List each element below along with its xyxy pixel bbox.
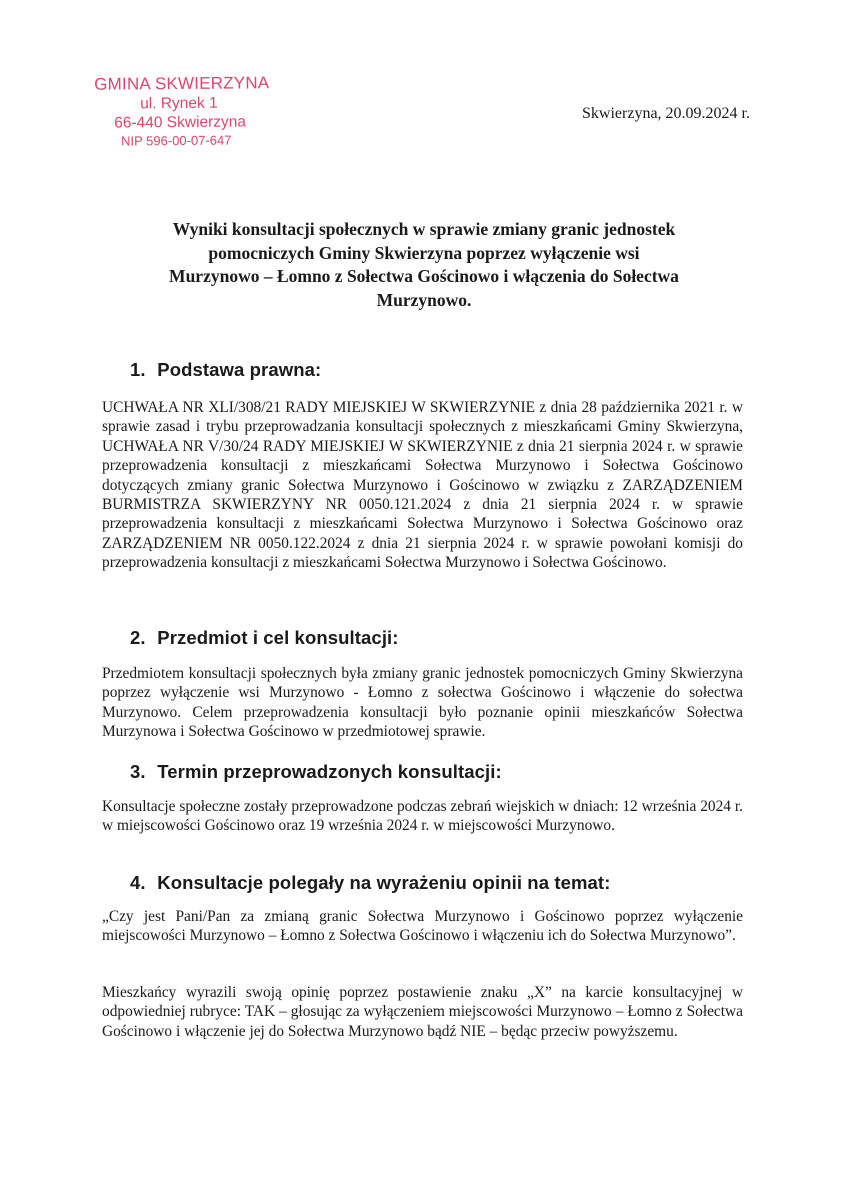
section-paragraph-4b: Mieszkańcy wyrazili swoją opinię poprzez postawienie znaku „X” na karcie konsultacyjnej w odpowiedniej rubryce: TAK – głosując za wyłączeniem miejscowości Murzynowo – Łomno z Sołectwa Gościnowo i włączenie jej do Sołectwa Murzynowo bądź NIE – będąc przeciw powyższemu.	[102, 984, 743, 1040]
section-heading-4	[130, 872, 610, 894]
document-title	[100, 218, 748, 312]
section-heading-1	[130, 359, 321, 381]
section-heading-3	[130, 761, 502, 783]
stamp-line-street: ul. Rynek 1	[140, 94, 218, 113]
section-number: 2.	[130, 627, 146, 648]
title-line: pomocniczych Gminy Skwierzyna poprzez wyłączenie wsi	[208, 242, 640, 263]
section-title: Konsultacje polegały na wyrażeniu opinii na temat:	[157, 872, 611, 893]
section-number: 4.	[130, 872, 146, 893]
section-paragraph-1: UCHWAŁA NR XLI/308/21 RADY MIEJSKIEJ W SKWIERZYNIE z dnia 28 października 2021 r. w sprawie zasad i trybu przeprowadzania konsultacji społecznych z mieszkańcami Gminy Skwierzyna, UCHWAŁA NR V/30/24 RADY MIEJSKIEJ W SKWIERZYNIE z dnia 21 sierpnia 2024 r. w sprawie przeprowadzenia konsultacji z mieszkańcami Sołectwa Murzynowo i Sołectwa Gościnowo dotyczących zmiany granic Sołectwa Murzynowo i Gościnowo w związku z ZARZĄDZENIEM BURMISTRZA SKWIERZYNY NR 0050.121.2024 z dnia 21 sierpnia 2024 r. w sprawie przeprowadzenia konsultacji z mieszkańcami Sołectwa Murzynowo i Sołectwa Gościnowo oraz ZARZĄDZENIEM NR 0050.122.2024 z dnia 21 sierpnia 2024 r. w sprawie powołani komisji do przeprowadzenia konsultacji z mieszkańcami Sołectwa Murzynowo i Sołectwa Gościnowo.	[102, 399, 743, 572]
section-title: Termin przeprowadzonych konsultacji:	[157, 761, 502, 782]
section-title: Przedmiot i cel konsultacji:	[157, 627, 399, 648]
stamp-line-name: GMINA SKWIERZYNA	[94, 73, 270, 94]
title-line: Murzynowo.	[376, 289, 472, 310]
section-heading-2	[130, 627, 399, 649]
section-number: 1.	[130, 359, 146, 380]
section-paragraph-3: Konsultacje społeczne zostały przeprowadzone podczas zebrań wiejskich w dniach: 12 września 2024 r. w miejscowości Gościnowo oraz 19 września 2024 r. w miejscowości Murzynowo.	[102, 798, 743, 835]
title-line: Murzynowo – Łomno z Sołectwa Gościnowo i włączenia do Sołectwa	[169, 266, 679, 286]
section-title: Podstawa prawna:	[157, 359, 322, 380]
section-paragraph-2: Przedmiotem konsultacji społecznych była zmiany granic jednostek pomocniczych Gminy Skwierzyna poprzez wyłączenie wsi Murzynowo - Łomno z sołectwa Gościnowo i włączenie do sołectwa Murzynowo. Celem przeprowadzenia konsultacji było poznanie opinii mieszkańców Sołectwa Murzynowa i Sołectwa Gościnowo w przedmiotowej sprawie.	[102, 665, 743, 741]
place-and-date: Skwierzyna, 20.09.2024 r.	[582, 105, 750, 122]
section-number: 3.	[130, 761, 146, 782]
section-paragraph-4: „Czy jest Pani/Pan za zmianą granic Sołectwa Murzynowo i Gościnowo poprzez wyłączenie miejscowości Murzynowo – Łomno z Sołectwa Gościnowo i włączeniu ich do Sołectwa Murzynowo”.	[102, 908, 743, 945]
stamp-line-postcode: 66-440 Skwierzyna	[114, 113, 247, 132]
stamp-line-nip: NIP 596-00-07-647	[121, 132, 232, 149]
title-line: Wyniki konsultacji społecznych w sprawie zmiany granic jednostek	[172, 219, 676, 239]
municipality-stamp	[82, 73, 283, 150]
